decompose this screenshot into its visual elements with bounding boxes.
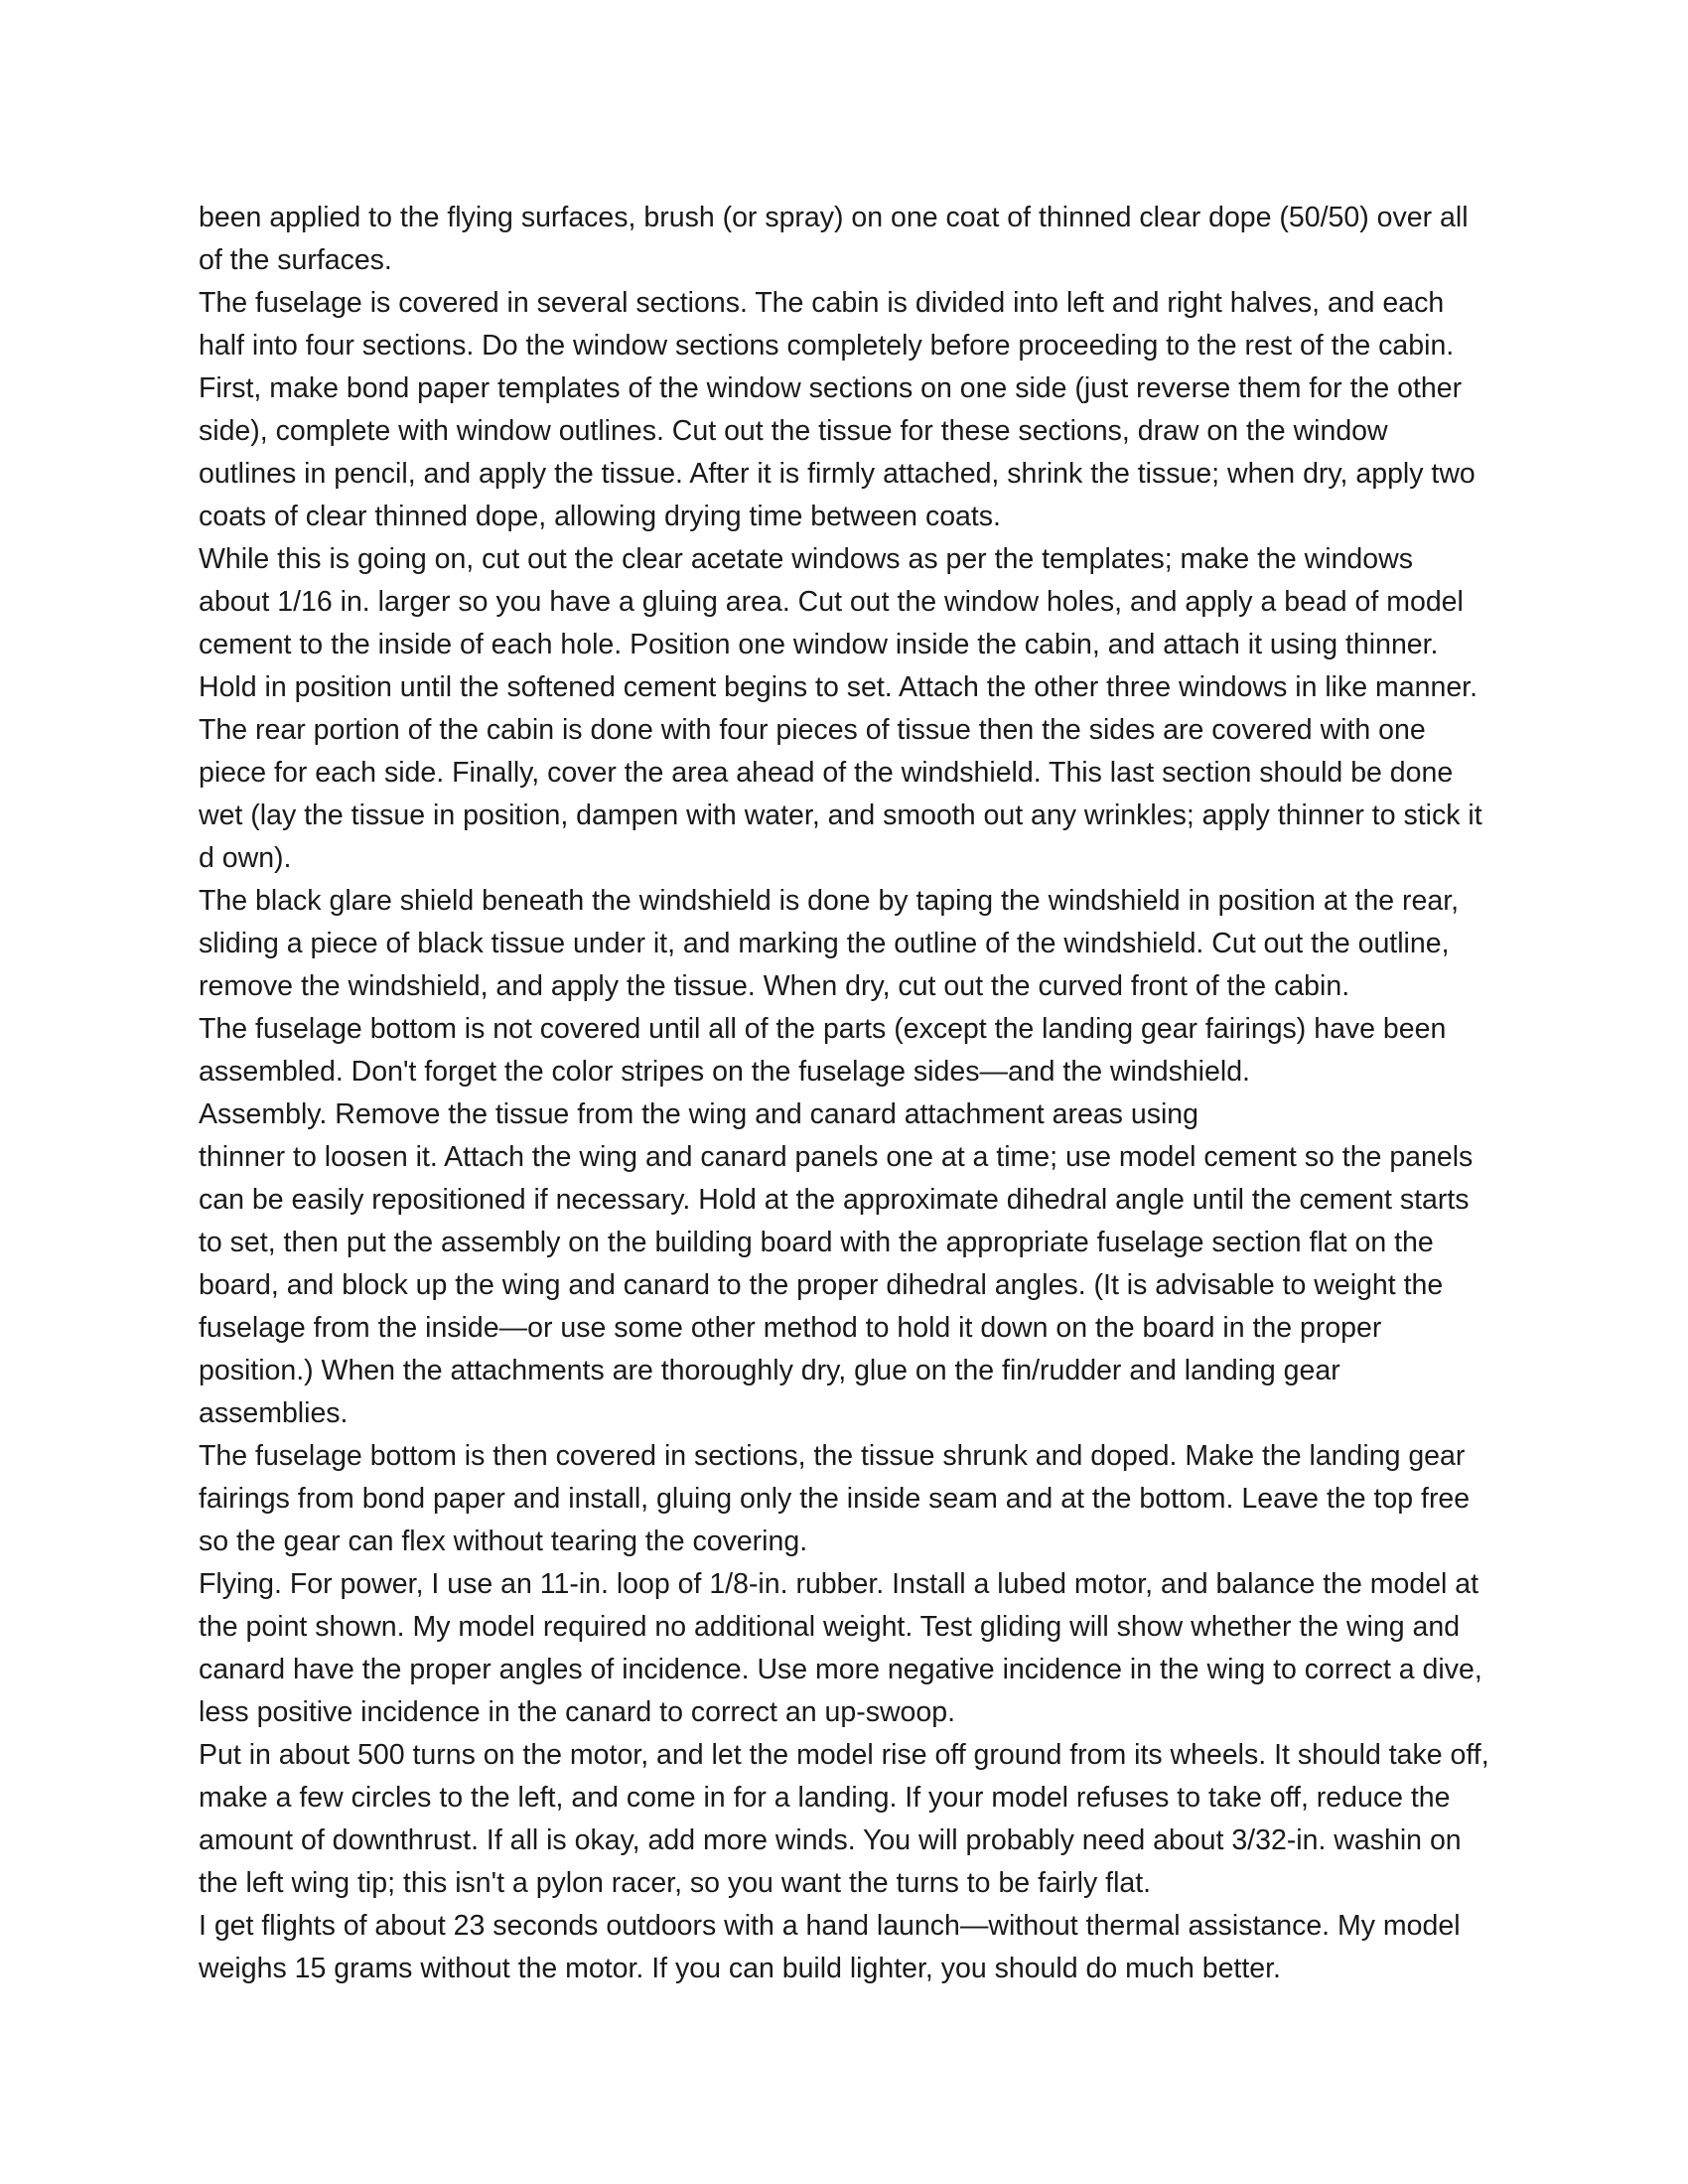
paragraph-glare-shield: The black glare shield beneath the windshield is done by taping the windshield in position at the rear, sliding a piece of black tissue under it, and marking the outline of the windshield. Cut out the outline, remove the windshield, and apply the tissue. When dry, cut out the curved front of the cabin. bbox=[199, 885, 1460, 1002]
paragraph-fuselage-covering: The fuselage is covered in several sections. The cabin is divided into left and right halves, and each half into four sections. Do the window sections completely before proceeding to the rest of the cabin. First, make bond paper templates of the window sections on one side (just reverse them for the other side), complete with window outlines. Cut out the tissue for these sections, draw on the window outlines in pencil, and apply the tissue. After it is firmly attached, shrink the tissue; when dry, apply two coats of clear thinned dope, allowing drying time between coats. bbox=[199, 287, 1476, 532]
paragraph-flying: Flying. For power, I use an 11-in. loop of 1/8-in. rubber. Install a lubed motor, and balance the model at the point shown. My model required no additional weight. Test gliding will show whether the wing and canard have the proper angles of incidence. Use more negative incidence in the wing to correct a dive, less positive incidence in the canard to correct an up-swoop. bbox=[199, 1568, 1482, 1728]
paragraph-dope-finish: been applied to the flying surfaces, brush (or spray) on one coat of thinned clear dope (50/50) over all of the surfaces. bbox=[199, 202, 1469, 276]
paragraph-assembly-heading: Assembly. Remove the tissue from the wing and canard attachment areas using bbox=[199, 1098, 1198, 1130]
paragraph-rear-cabin: The rear portion of the cabin is done with four pieces of tissue then the sides are covered with one piece for each side. Finally, cover the area ahead of the windshield. This last section should be done wet (lay the tissue in position, dampen with water, and smooth out any wrinkles; apply thinner to stick it d own). bbox=[199, 714, 1482, 874]
paragraph-assembly-steps: thinner to loosen it. Attach the wing and canard panels one at a time; use model cement so the panels can be easily repositioned if necessary. Hold at the approximate dihedral angle until the cement starts to set, then put the assembly on the building board with the appropriate fuselage section flat on the board, and block up the wing and canard to the proper dihedral angles. (It is advisable to weight the fuselage from the inside—or use some other method to hold it down on the board in the proper position.) When the attachments are thoroughly dry, glue on the fin/rudder and landing gear assemblies. bbox=[199, 1141, 1474, 1429]
paragraph-flight-results: I get flights of about 23 seconds outdoors with a hand launch—without thermal assistance. My model weighs 15 grams without the motor. If you can build lighter, you should do much better. bbox=[199, 1910, 1461, 1984]
paragraph-landing-gear-fairings: The fuselage bottom is then covered in sections, the tissue shrunk and doped. Make the landing gear fairings from bond paper and install, gluing only the inside seam and at the bottom. Leave the top free so the gear can flex without tearing the covering. bbox=[199, 1440, 1471, 1557]
paragraph-turns: Put in about 500 turns on the motor, and let the model rise off ground from its wheels. It should take off, make a few circles to the left, and come in for a landing. If your model refuses to take off, reduce the amount of downthrust. If all is okay, add more winds. You will probably need about 3/32-in. washin on the left wing tip; this isn't a pylon racer, so you want the turns to be fairly flat. bbox=[199, 1739, 1489, 1899]
body-text bbox=[199, 197, 1489, 1990]
paragraph-acetate-windows: While this is going on, cut out the clear acetate windows as per the templates; make the windows about 1/16 in. larger so you have a gluing area. Cut out the window holes, and apply a bead of model cement to the inside of each hole. Position one window inside the cabin, and attach it using thinner. Hold in position until the softened cement begins to set. Attach the other three windows in like manner. bbox=[199, 543, 1478, 703]
paragraph-fuselage-bottom: The fuselage bottom is not covered until all of the parts (except the landing gear fairings) have been assembled. Don't forget the color stripes on the fuselage sides—and the windshield. bbox=[199, 1013, 1447, 1088]
